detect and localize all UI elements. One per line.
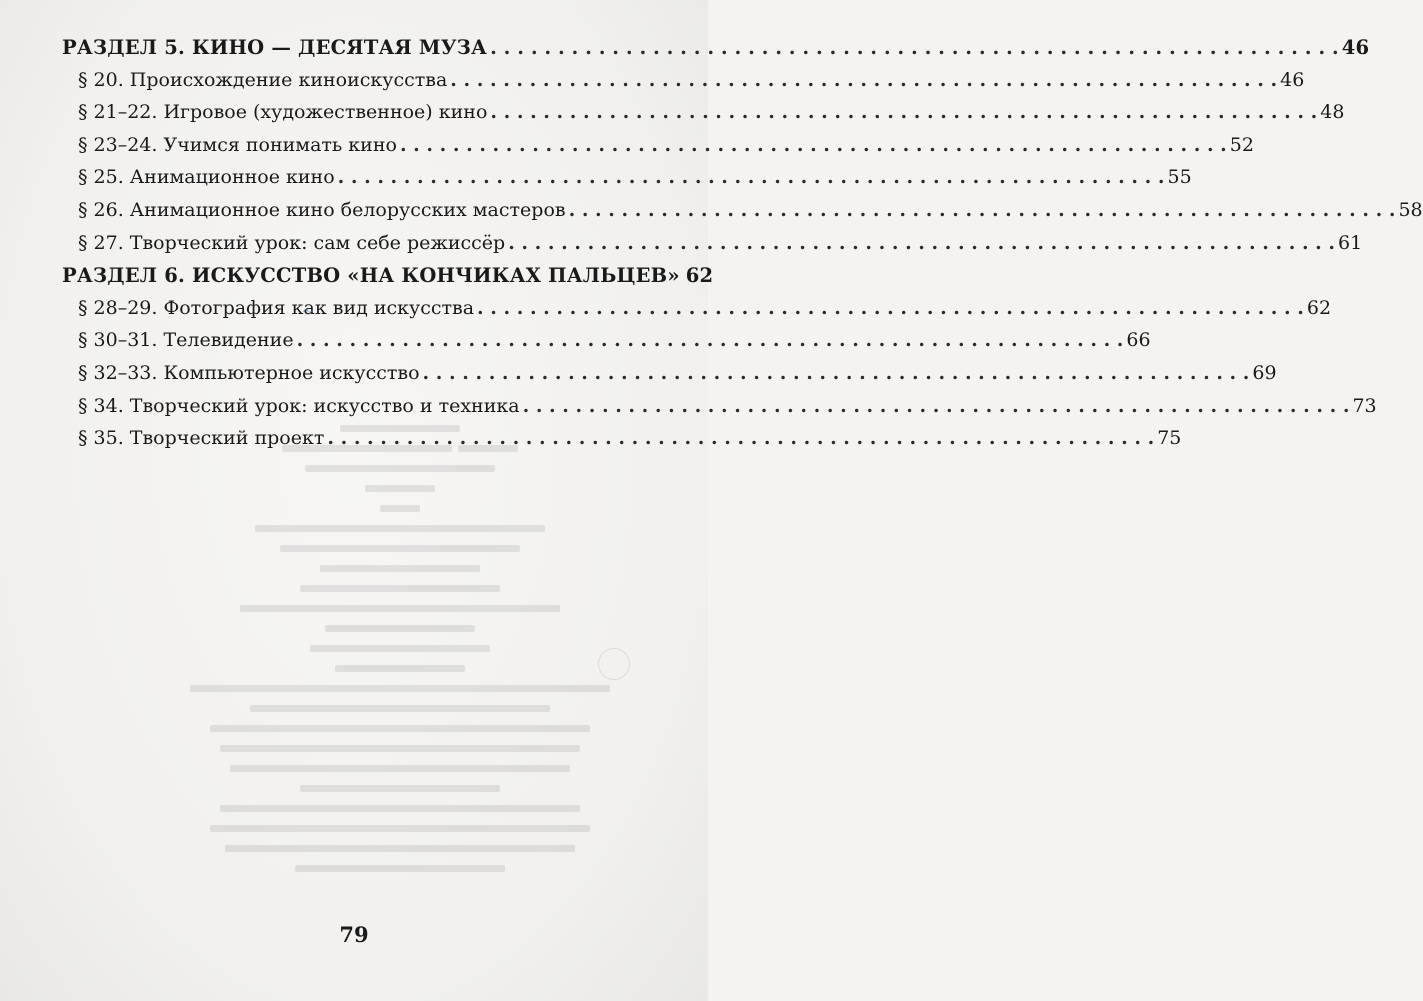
toc-page-number: 55 — [1167, 166, 1192, 189]
toc-entry-row — [62, 231, 1363, 265]
toc-entry-row — [62, 361, 1277, 395]
dot-leader — [569, 199, 1396, 221]
toc-entry-title: § 23–24. Учимся понимать кино — [78, 133, 397, 156]
toc-entry-title: § 35. Творческий проект — [78, 427, 325, 450]
toc-page-number: 46 — [1341, 36, 1370, 59]
toc-page-number: 66 — [1126, 329, 1151, 352]
toc-entry-row — [62, 68, 1305, 102]
dot-leader — [508, 232, 1335, 254]
toc-page-number: 61 — [1338, 231, 1363, 254]
toc-section-title: РАЗДЕЛ 6. ИСКУССТВО «НА КОНЧИКАХ ПАЛЬЦЕВ» — [62, 264, 680, 288]
dot-leader — [400, 134, 1227, 156]
toc-page-number: 52 — [1229, 133, 1254, 156]
toc-page-number: 48 — [1320, 101, 1345, 124]
toc-entry-row — [62, 329, 1151, 362]
toc-section-row — [62, 36, 1370, 69]
toc-section-title: РАЗДЕЛ 5. КИНО — ДЕСЯТАЯ МУЗА — [62, 36, 488, 59]
toc-page-number: 58 — [1398, 198, 1423, 221]
toc-page-number: 73 — [1352, 394, 1377, 417]
toc-entry-row — [62, 166, 1192, 199]
toc-section-row — [62, 264, 714, 297]
toc-entry-row — [62, 296, 1332, 330]
toc-entry-row — [62, 101, 1345, 134]
toc-entry-title: § 26. Анимационное кино белорусских мастеров — [78, 198, 566, 221]
page-number: 79 — [339, 922, 369, 947]
toc-page-number: 75 — [1157, 427, 1182, 450]
dot-leader — [450, 69, 1277, 91]
dot-leader — [338, 166, 1165, 188]
toc-entry-row — [62, 133, 1254, 167]
dot-leader — [327, 427, 1154, 449]
table-of-contents — [62, 36, 1423, 460]
toc-entry-title: § 25. Анимационное кино — [78, 166, 335, 189]
toc-entry-row — [62, 427, 1182, 460]
toc-entry-title: § 21–22. Игровое (художественное) кино — [78, 101, 488, 124]
toc-entry-title: § 20. Происхождение киноискусства — [78, 68, 448, 91]
show-through-text — [160, 418, 640, 918]
dot-leader — [490, 36, 1339, 59]
toc-entry-row — [62, 394, 1377, 428]
toc-entry-title: § 27. Творческий урок: сам себе режиссёр — [78, 231, 506, 254]
toc-page-number: 69 — [1252, 361, 1277, 384]
toc-entry-row — [62, 198, 1423, 232]
toc-entry-title: § 32–33. Компьютерное искусство — [78, 361, 420, 384]
ink-mark-icon — [302, 307, 314, 315]
dot-leader — [523, 395, 1350, 417]
toc-page-number: 62 — [685, 264, 714, 288]
dot-leader — [423, 362, 1250, 384]
stamp-circle-icon — [598, 648, 630, 680]
toc-entry-title: § 28–29. Фотография как вид искусства — [78, 296, 475, 319]
dot-leader — [477, 297, 1304, 319]
toc-entry-title: § 34. Творческий урок: искусство и техника — [78, 394, 520, 417]
dot-leader — [297, 329, 1124, 351]
toc-page-number: 62 — [1306, 296, 1332, 319]
toc-page-number: 46 — [1280, 68, 1305, 91]
dot-leader — [490, 101, 1317, 123]
toc-entry-title: § 30–31. Телевидение — [78, 329, 294, 352]
